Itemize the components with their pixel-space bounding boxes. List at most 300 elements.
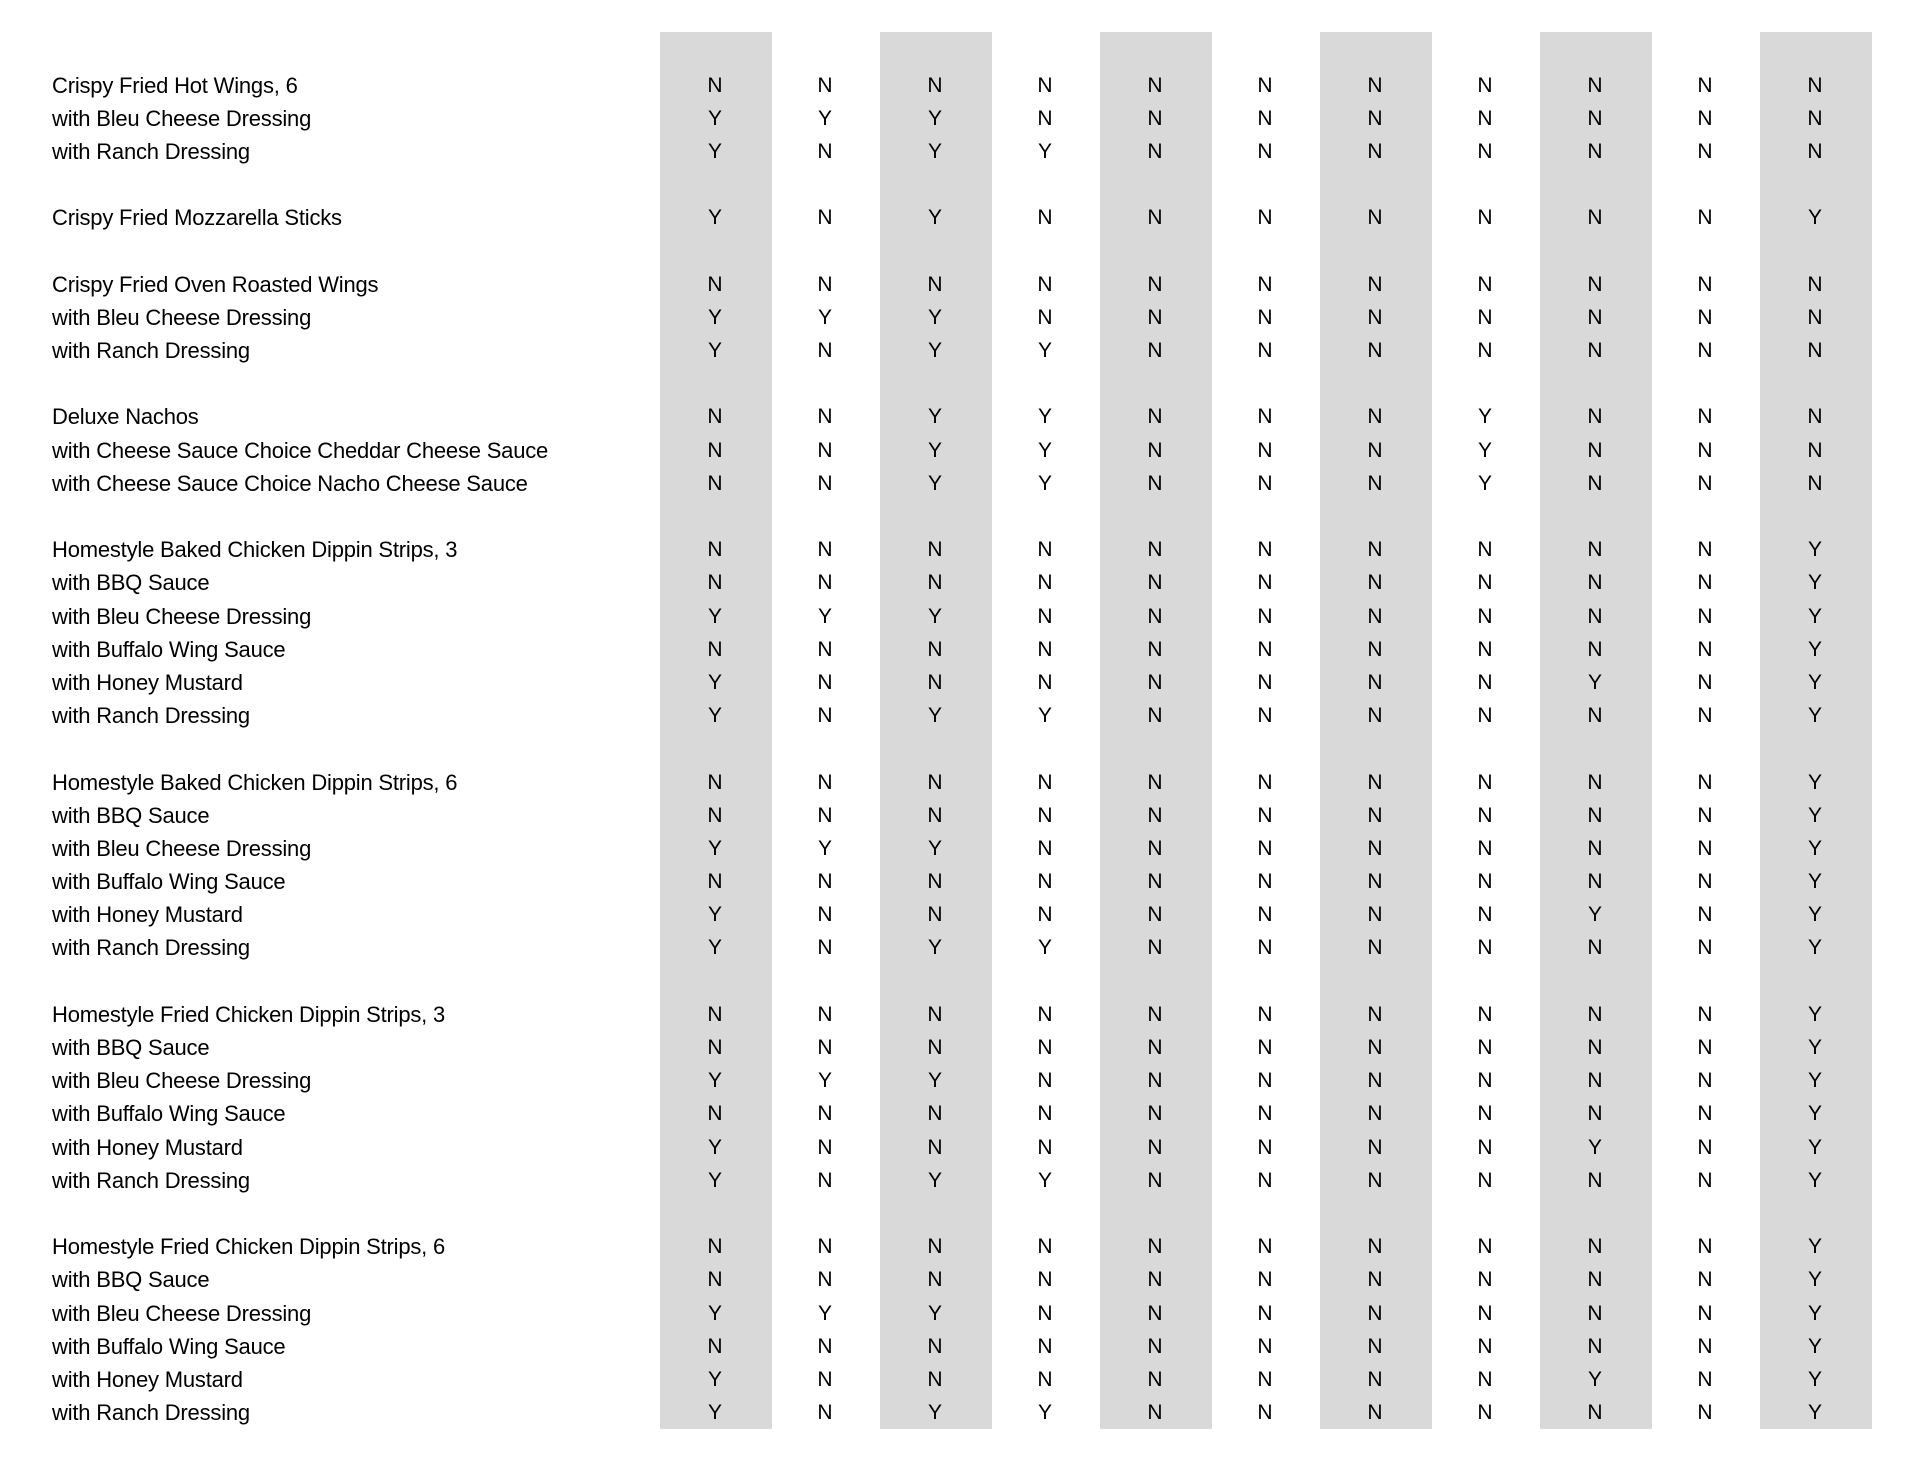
yn-value-cell: Y xyxy=(817,836,832,860)
menu-item-label: with BBQ Sauce xyxy=(52,802,210,828)
yn-value-cell: N xyxy=(1147,803,1163,827)
yn-value-cell: N xyxy=(1587,1036,1603,1060)
yn-value-cell: N xyxy=(817,1102,833,1126)
yn-value-cell: N xyxy=(1697,936,1713,960)
yn-value-cell: N xyxy=(1147,139,1163,163)
yn-value-cell: N xyxy=(1147,106,1163,130)
yn-value-cell: N xyxy=(927,1036,943,1060)
yn-value-cell: N xyxy=(1147,1002,1163,1026)
menu-item-label: with Ranch Dressing xyxy=(52,338,250,364)
spacer-row xyxy=(0,368,1920,401)
yn-value-cell: N xyxy=(927,1334,943,1358)
yn-value-cell: N xyxy=(1147,836,1163,860)
yn-value-cell: Y xyxy=(707,206,722,230)
yn-value-cell: N xyxy=(1037,770,1053,794)
yn-value-cell: N xyxy=(1037,73,1053,97)
yn-value-cell: N xyxy=(1147,604,1163,628)
yn-value-cell: N xyxy=(1697,139,1713,163)
yn-value-cell: Y xyxy=(1587,903,1602,927)
yn-value-cell: N xyxy=(1587,139,1603,163)
yn-value-cell: N xyxy=(1697,438,1713,462)
table-row xyxy=(0,1164,1920,1197)
yn-value-cell: Y xyxy=(1807,1367,1822,1391)
yn-value-cell: N xyxy=(1367,670,1383,694)
yn-value-cell: N xyxy=(1037,803,1053,827)
yn-value-cell: N xyxy=(927,1135,943,1159)
menu-item-label: with Ranch Dressing xyxy=(52,935,250,961)
yn-value-cell: Y xyxy=(1807,936,1822,960)
yn-value-cell: N xyxy=(1257,1301,1273,1325)
yn-value-cell: N xyxy=(1367,1036,1383,1060)
yn-value-cell: Y xyxy=(707,936,722,960)
yn-value-cell: N xyxy=(1807,73,1823,97)
spacer-row xyxy=(0,169,1920,202)
yn-value-cell: N xyxy=(707,637,723,661)
yn-value-cell: N xyxy=(1257,637,1273,661)
menu-item-label: with BBQ Sauce xyxy=(52,570,210,596)
yn-value-cell: N xyxy=(817,936,833,960)
yn-value-cell: N xyxy=(817,438,833,462)
yn-value-cell: N xyxy=(707,538,723,562)
yn-value-cell: N xyxy=(927,538,943,562)
table-row xyxy=(0,301,1920,334)
yn-value-cell: N xyxy=(1587,870,1603,894)
yn-value-cell: N xyxy=(1477,803,1493,827)
yn-value-cell: N xyxy=(1587,1102,1603,1126)
menu-item-label: Homestyle Fried Chicken Dippin Strips, 6 xyxy=(52,1234,446,1260)
yn-value-cell: Y xyxy=(817,1069,832,1093)
yn-value-cell: N xyxy=(1477,870,1493,894)
yn-value-cell: Y xyxy=(707,670,722,694)
yn-value-cell: N xyxy=(1367,405,1383,429)
yn-value-cell: N xyxy=(1587,637,1603,661)
yn-value-cell: Y xyxy=(1037,139,1052,163)
yn-value-cell: N xyxy=(1037,305,1053,329)
yn-value-cell: N xyxy=(1807,405,1823,429)
spacer-row xyxy=(0,965,1920,998)
menu-item-label: with Honey Mustard xyxy=(52,902,243,928)
yn-value-cell: Y xyxy=(1587,670,1602,694)
yn-value-cell: N xyxy=(817,637,833,661)
table-row xyxy=(0,700,1920,733)
yn-value-cell: N xyxy=(927,803,943,827)
yn-value-cell: N xyxy=(1367,770,1383,794)
yn-value-cell: N xyxy=(1367,73,1383,97)
yn-value-cell: N xyxy=(1697,670,1713,694)
yn-value-cell: Y xyxy=(927,339,942,363)
yn-value-cell: N xyxy=(1257,1069,1273,1093)
yn-value-cell: N xyxy=(1477,903,1493,927)
yn-value-cell: N xyxy=(707,471,723,495)
yn-value-cell: N xyxy=(1367,1069,1383,1093)
yn-value-cell: N xyxy=(1697,272,1713,296)
yn-value-cell: N xyxy=(1257,571,1273,595)
yn-value-cell: N xyxy=(817,206,833,230)
yn-value-cell: N xyxy=(1257,538,1273,562)
yn-value-cell: N xyxy=(1697,637,1713,661)
yn-value-cell: N xyxy=(1257,704,1273,728)
yn-value-cell: N xyxy=(1367,305,1383,329)
yn-value-cell: N xyxy=(927,1235,943,1259)
yn-value-cell: N xyxy=(1367,106,1383,130)
yn-value-cell: N xyxy=(1367,339,1383,363)
yn-value-cell: N xyxy=(707,73,723,97)
yn-value-cell: N xyxy=(707,571,723,595)
yn-value-cell: Y xyxy=(707,1301,722,1325)
yn-value-cell: N xyxy=(707,438,723,462)
yn-value-cell: N xyxy=(1037,1135,1053,1159)
yn-value-cell: N xyxy=(1697,73,1713,97)
yn-value-cell: N xyxy=(707,1235,723,1259)
yn-value-cell: N xyxy=(927,1102,943,1126)
yn-value-cell: N xyxy=(1037,538,1053,562)
yn-value-cell: Y xyxy=(707,903,722,927)
yn-value-cell: Y xyxy=(927,139,942,163)
yn-value-cell: N xyxy=(817,272,833,296)
yn-value-cell: N xyxy=(1257,438,1273,462)
yn-value-cell: N xyxy=(1367,1102,1383,1126)
yn-value-cell: N xyxy=(817,1334,833,1358)
yn-value-cell: N xyxy=(1037,1036,1053,1060)
yn-value-cell: N xyxy=(707,1268,723,1292)
yn-value-cell: N xyxy=(1477,1168,1493,1192)
yn-value-cell: N xyxy=(1367,1235,1383,1259)
yn-value-cell: N xyxy=(1587,1268,1603,1292)
yn-value-cell: N xyxy=(707,1102,723,1126)
yn-value-cell: N xyxy=(707,1002,723,1026)
yn-value-cell: N xyxy=(1147,1135,1163,1159)
yn-value-cell: N xyxy=(707,405,723,429)
yn-value-cell: N xyxy=(1697,106,1713,130)
yn-value-cell: N xyxy=(817,1168,833,1192)
yn-value-cell: Y xyxy=(927,604,942,628)
yn-value-cell: N xyxy=(1807,471,1823,495)
yn-value-cell: Y xyxy=(927,305,942,329)
table-row xyxy=(0,1098,1920,1131)
yn-value-cell: Y xyxy=(1587,1367,1602,1391)
menu-item-label: with Ranch Dressing xyxy=(52,703,250,729)
yn-value-cell: N xyxy=(1257,1401,1273,1425)
yn-value-cell: N xyxy=(1807,305,1823,329)
menu-item-label: with Bleu Cheese Dressing xyxy=(52,1068,312,1094)
menu-item-label: Crispy Fried Mozzarella Sticks xyxy=(52,205,342,231)
yn-value-cell: N xyxy=(1697,1135,1713,1159)
yn-value-cell: N xyxy=(1697,405,1713,429)
yn-value-cell: N xyxy=(927,770,943,794)
yn-value-cell: N xyxy=(1697,571,1713,595)
yn-value-cell: N xyxy=(707,770,723,794)
yn-value-cell: N xyxy=(1477,206,1493,230)
table-row xyxy=(0,102,1920,135)
yn-value-cell: Y xyxy=(1807,903,1822,927)
yn-value-cell: N xyxy=(1147,1268,1163,1292)
yn-value-cell: N xyxy=(1367,471,1383,495)
yn-value-cell: N xyxy=(1147,1401,1163,1425)
yn-value-cell: Y xyxy=(1807,206,1822,230)
yn-value-cell: N xyxy=(1477,770,1493,794)
yn-value-cell: N xyxy=(1257,1102,1273,1126)
yn-value-cell: Y xyxy=(707,1168,722,1192)
table-row xyxy=(0,1131,1920,1164)
menu-item-label: Homestyle Baked Chicken Dippin Strips, 6 xyxy=(52,769,458,795)
yn-value-cell: Y xyxy=(1807,704,1822,728)
yn-value-cell: Y xyxy=(1807,836,1822,860)
yn-value-cell: N xyxy=(1697,538,1713,562)
yn-value-cell: N xyxy=(1477,1102,1493,1126)
yn-value-cell: N xyxy=(1037,1102,1053,1126)
menu-item-label: Deluxe Nachos xyxy=(52,404,199,430)
yn-value-cell: Y xyxy=(927,206,942,230)
yn-value-cell: N xyxy=(1147,670,1163,694)
spacer-row xyxy=(0,235,1920,268)
yn-value-cell: N xyxy=(1587,1002,1603,1026)
yn-value-cell: N xyxy=(1477,836,1493,860)
yn-value-cell: N xyxy=(817,803,833,827)
yn-value-cell: Y xyxy=(1807,670,1822,694)
yn-value-cell: N xyxy=(1257,1135,1273,1159)
yn-value-cell: N xyxy=(817,1367,833,1391)
yn-value-cell: N xyxy=(1477,1135,1493,1159)
menu-item-label: with Buffalo Wing Sauce xyxy=(52,1101,286,1127)
yn-value-cell: N xyxy=(1257,1334,1273,1358)
yn-value-cell: N xyxy=(1477,704,1493,728)
yn-value-cell: N xyxy=(1697,903,1713,927)
menu-item-label: with Ranch Dressing xyxy=(52,1400,250,1426)
yn-value-cell: N xyxy=(1257,139,1273,163)
yn-value-cell: N xyxy=(1037,670,1053,694)
yn-value-cell: N xyxy=(1367,836,1383,860)
yn-value-cell: N xyxy=(817,1401,833,1425)
yn-value-cell: N xyxy=(1367,1401,1383,1425)
yn-value-cell: N xyxy=(817,903,833,927)
yn-value-cell: N xyxy=(1587,571,1603,595)
yn-value-cell: N xyxy=(1147,637,1163,661)
table-row xyxy=(0,1330,1920,1363)
yn-value-cell: N xyxy=(1367,1135,1383,1159)
yn-value-cell: N xyxy=(1147,206,1163,230)
yn-value-cell: N xyxy=(1477,1401,1493,1425)
yn-value-cell: Y xyxy=(1807,571,1822,595)
yn-value-cell: N xyxy=(1697,1002,1713,1026)
yn-value-cell: N xyxy=(1367,1334,1383,1358)
yn-value-cell: Y xyxy=(1807,1036,1822,1060)
spacer-row xyxy=(0,733,1920,766)
yn-value-cell: Y xyxy=(1807,604,1822,628)
yn-value-cell: N xyxy=(1697,1102,1713,1126)
yn-value-cell: N xyxy=(1807,106,1823,130)
yn-value-cell: Y xyxy=(1807,1235,1822,1259)
yn-value-cell: N xyxy=(817,471,833,495)
yn-value-cell: N xyxy=(1367,438,1383,462)
yn-value-cell: N xyxy=(1697,1235,1713,1259)
yn-value-cell: Y xyxy=(1807,1334,1822,1358)
yn-value-cell: N xyxy=(1257,604,1273,628)
yn-value-cell: N xyxy=(1257,1367,1273,1391)
yn-value-cell: N xyxy=(707,1036,723,1060)
yn-value-cell: N xyxy=(1697,1301,1713,1325)
yn-value-cell: N xyxy=(1697,870,1713,894)
yn-value-cell: N xyxy=(1477,305,1493,329)
yn-value-cell: N xyxy=(1697,471,1713,495)
yn-value-cell: N xyxy=(1037,571,1053,595)
table-row xyxy=(0,998,1920,1031)
yn-value-cell: N xyxy=(1147,1334,1163,1358)
yn-value-cell: N xyxy=(707,1334,723,1358)
yn-value-cell: N xyxy=(1037,1235,1053,1259)
yn-value-cell: Y xyxy=(1807,538,1822,562)
yn-value-cell: N xyxy=(817,670,833,694)
yn-value-cell: N xyxy=(817,1268,833,1292)
table-row xyxy=(0,666,1920,699)
yn-value-cell: N xyxy=(1257,405,1273,429)
yn-value-cell: N xyxy=(1147,272,1163,296)
menu-item-label: Crispy Fried Hot Wings, 6 xyxy=(52,72,298,98)
yn-value-cell: N xyxy=(1367,139,1383,163)
yn-value-cell: N xyxy=(1037,1301,1053,1325)
table-row xyxy=(0,1264,1920,1297)
yn-value-cell: Y xyxy=(927,1168,942,1192)
yn-value-cell: N xyxy=(1587,272,1603,296)
yn-value-cell: Y xyxy=(1037,1168,1052,1192)
yn-value-cell: N xyxy=(1807,438,1823,462)
table-row xyxy=(0,799,1920,832)
yn-value-cell: Y xyxy=(1807,1168,1822,1192)
table-row xyxy=(0,434,1920,467)
yn-value-cell: Y xyxy=(1477,438,1492,462)
menu-item-label: with Buffalo Wing Sauce xyxy=(52,1333,286,1359)
yn-value-cell: N xyxy=(1587,471,1603,495)
yn-value-cell: N xyxy=(1257,836,1273,860)
yn-value-cell: N xyxy=(1587,604,1603,628)
table-row xyxy=(0,534,1920,567)
yn-value-cell: N xyxy=(1477,571,1493,595)
yn-value-cell: N xyxy=(1697,1334,1713,1358)
yn-value-cell: N xyxy=(1367,272,1383,296)
yn-value-cell: N xyxy=(1257,73,1273,97)
yn-value-cell: Y xyxy=(1807,1135,1822,1159)
yn-value-cell: Y xyxy=(707,1367,722,1391)
menu-item-label: with Bleu Cheese Dressing xyxy=(52,1300,312,1326)
yn-value-cell: Y xyxy=(707,305,722,329)
yn-value-cell: N xyxy=(1697,1168,1713,1192)
yn-value-cell: N xyxy=(1037,1334,1053,1358)
yn-value-cell: Y xyxy=(707,1069,722,1093)
yn-value-cell: N xyxy=(1697,770,1713,794)
menu-item-label: with Bleu Cheese Dressing xyxy=(52,304,312,330)
yn-value-cell: N xyxy=(1587,1069,1603,1093)
yn-value-cell: N xyxy=(1697,206,1713,230)
yn-value-cell: N xyxy=(1147,770,1163,794)
yn-value-cell: N xyxy=(1587,936,1603,960)
yn-value-cell: N xyxy=(1037,903,1053,927)
yn-value-cell: N xyxy=(707,803,723,827)
yn-value-cell: N xyxy=(1367,637,1383,661)
yn-value-cell: Y xyxy=(1037,471,1052,495)
yn-value-cell: N xyxy=(1697,836,1713,860)
yn-value-cell: N xyxy=(817,704,833,728)
yn-value-cell: N xyxy=(1147,73,1163,97)
yn-value-cell: Y xyxy=(817,1301,832,1325)
table-row xyxy=(0,1231,1920,1264)
spacer-row xyxy=(0,500,1920,533)
table-row xyxy=(0,69,1920,102)
yn-value-cell: N xyxy=(1367,1002,1383,1026)
table-row xyxy=(0,866,1920,899)
yn-value-cell: Y xyxy=(1807,637,1822,661)
yn-value-cell: N xyxy=(1697,704,1713,728)
yn-value-cell: N xyxy=(1037,604,1053,628)
yn-value-cell: N xyxy=(1147,1069,1163,1093)
yn-value-cell: Y xyxy=(927,836,942,860)
yn-value-cell: N xyxy=(927,571,943,595)
table-row xyxy=(0,1031,1920,1064)
yn-value-cell: N xyxy=(1697,803,1713,827)
yn-value-cell: N xyxy=(707,870,723,894)
menu-item-label: with Buffalo Wing Sauce xyxy=(52,636,286,662)
yn-value-cell: N xyxy=(1587,405,1603,429)
yn-value-cell: Y xyxy=(1477,405,1492,429)
yn-value-cell: N xyxy=(1147,704,1163,728)
yn-value-cell: N xyxy=(1587,73,1603,97)
menu-item-label: Crispy Fried Oven Roasted Wings xyxy=(52,271,379,297)
yn-value-cell: Y xyxy=(707,836,722,860)
table-row xyxy=(0,335,1920,368)
spacer-row xyxy=(0,1197,1920,1230)
yn-value-cell: N xyxy=(1257,1235,1273,1259)
yn-value-cell: Y xyxy=(1587,1135,1602,1159)
yn-value-cell: N xyxy=(1147,1036,1163,1060)
yn-value-cell: N xyxy=(1257,1168,1273,1192)
menu-item-label: with Bleu Cheese Dressing xyxy=(52,835,312,861)
yn-value-cell: N xyxy=(1697,1069,1713,1093)
yn-value-cell: N xyxy=(1257,803,1273,827)
table-row xyxy=(0,899,1920,932)
menu-item-label: with Honey Mustard xyxy=(52,1366,243,1392)
yn-value-cell: N xyxy=(1037,836,1053,860)
yn-value-cell: N xyxy=(1477,1235,1493,1259)
table-row xyxy=(0,202,1920,235)
table-row xyxy=(0,467,1920,500)
yn-value-cell: N xyxy=(1587,339,1603,363)
yn-value-cell: Y xyxy=(1477,471,1492,495)
yn-value-cell: N xyxy=(1367,704,1383,728)
yn-value-cell: N xyxy=(1367,1301,1383,1325)
yn-value-cell: N xyxy=(1257,670,1273,694)
yn-value-cell: N xyxy=(817,339,833,363)
yn-value-cell: Y xyxy=(817,604,832,628)
yn-value-cell: N xyxy=(707,272,723,296)
yn-value-cell: N xyxy=(1697,339,1713,363)
yn-value-cell: N xyxy=(1257,903,1273,927)
yn-value-cell: N xyxy=(1587,305,1603,329)
yn-value-cell: N xyxy=(1147,405,1163,429)
yn-value-cell: N xyxy=(1477,1268,1493,1292)
yn-value-cell: Y xyxy=(927,106,942,130)
yn-value-cell: Y xyxy=(707,106,722,130)
yn-value-cell: N xyxy=(1257,870,1273,894)
yn-value-cell: N xyxy=(1587,1334,1603,1358)
yn-value-cell: N xyxy=(1037,1002,1053,1026)
yn-value-cell: Y xyxy=(1807,1301,1822,1325)
yn-value-cell: Y xyxy=(1807,1401,1822,1425)
yn-value-cell: N xyxy=(1587,1168,1603,1192)
yn-value-cell: N xyxy=(1807,139,1823,163)
yn-value-cell: N xyxy=(1477,1069,1493,1093)
yn-value-cell: N xyxy=(1587,836,1603,860)
yn-value-cell: N xyxy=(1587,1401,1603,1425)
menu-item-label: with Honey Mustard xyxy=(52,669,243,695)
yn-value-cell: N xyxy=(1477,106,1493,130)
